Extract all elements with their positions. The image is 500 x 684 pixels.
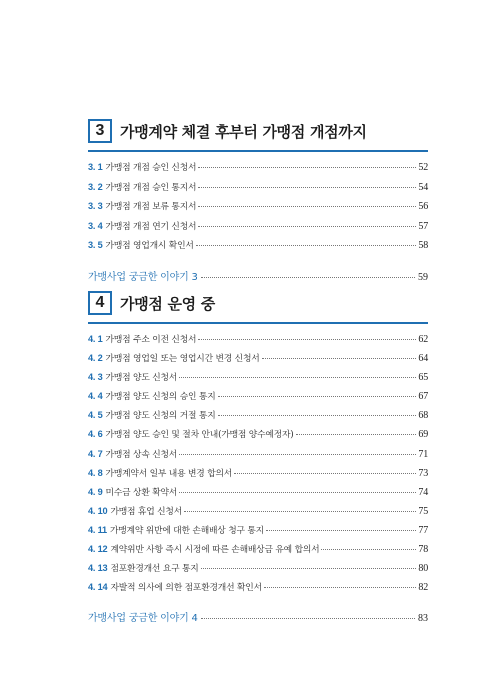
entry-title: 가맹계약 위반에 대한 손해배상 청구 통지	[109, 525, 264, 536]
toc-entry[interactable]	[88, 542, 428, 561]
entry-title: 가맹점 개점 승인 통지서	[105, 182, 197, 193]
page-number: 52	[418, 162, 428, 173]
page-number: 64	[418, 353, 428, 365]
entry-number: 4. 5	[88, 410, 103, 421]
entry-number: 4. 9	[88, 486, 103, 497]
page-number: 54	[418, 181, 428, 193]
toc-entry[interactable]	[88, 389, 428, 408]
story-title: 가맹사업 궁금한 이야기 3	[88, 271, 198, 283]
page-number: 65	[418, 372, 428, 384]
dot-leader	[198, 167, 416, 168]
toc-entry[interactable]	[88, 332, 428, 351]
page-number: 62	[418, 334, 428, 345]
dot-leader	[266, 530, 416, 531]
page-number: 83	[418, 613, 428, 625]
toc-entry[interactable]	[88, 199, 428, 219]
page-number: 59	[418, 271, 428, 283]
page-number: 74	[418, 486, 428, 498]
entry-number: 3. 5	[88, 240, 103, 251]
chapter-4-story-entry[interactable]	[88, 609, 428, 624]
entry-title: 가맹점 개점 승인 신청서	[105, 163, 197, 173]
page-number: 69	[418, 429, 428, 441]
chapter-4-title: 가맹점 운영 중	[120, 294, 215, 313]
entry-number: 4. 8	[88, 467, 103, 478]
chapter-3-entry-list	[88, 160, 428, 258]
dot-leader	[198, 226, 416, 227]
chapter-3-title: 가맹계약 체결 후부터 가맹점 개점까지	[120, 122, 367, 141]
dot-leader	[196, 245, 417, 246]
dot-leader	[198, 187, 416, 188]
page-number: 58	[418, 240, 428, 252]
entry-title: 가맹점 양도 신청의 거절 통지	[105, 411, 216, 422]
entry-title: 자발적 의사에 의한 점포환경개선 확인서	[110, 583, 262, 594]
entry-number: 4. 11	[88, 524, 107, 535]
dot-leader	[218, 396, 417, 397]
chapter-3-rule	[88, 150, 428, 152]
chapter-4-rule	[88, 322, 428, 324]
entry-title: 가맹점 상속 신청서	[105, 449, 178, 460]
entry-number: 4. 1	[88, 334, 103, 344]
entry-number: 4. 2	[88, 353, 103, 364]
entry-title: 가맹점 영업개시 확인서	[105, 241, 194, 252]
page-number: 82	[418, 582, 428, 594]
chapter-4-section	[88, 290, 428, 624]
entry-title: 계약위반 사항 즉시 시정에 따른 손해배상금 유예 합의서	[110, 545, 320, 556]
entry-number: 4. 7	[88, 448, 103, 459]
toc-entry[interactable]	[88, 427, 428, 446]
entry-number: 3. 3	[88, 201, 103, 212]
page-number: 71	[418, 448, 428, 460]
dot-leader	[321, 549, 416, 550]
toc-entry[interactable]	[88, 561, 428, 580]
chapter-4-entry-list	[88, 332, 428, 599]
story-title: 가맹사업 궁금한 이야기 4	[88, 613, 198, 625]
page-number: 73	[418, 467, 428, 479]
entry-title: 가맹점 개점 연기 신청서	[105, 221, 197, 232]
toc-entry[interactable]	[88, 219, 428, 239]
chapter-3-heading	[88, 118, 428, 144]
entry-number: 4. 4	[88, 391, 103, 402]
entry-title: 가맹점 양도 신청서	[105, 373, 178, 384]
dot-leader	[234, 473, 416, 474]
page-number: 78	[418, 544, 428, 556]
dot-leader	[201, 568, 417, 569]
page-number: 56	[418, 201, 428, 213]
dot-leader	[262, 358, 417, 359]
entry-number: 3. 1	[88, 162, 103, 172]
toc-entry[interactable]	[88, 580, 428, 599]
dot-leader	[198, 206, 416, 207]
toc-entry[interactable]	[88, 466, 428, 485]
entry-title: 가맹계약서 일부 내용 변경 합의서	[105, 468, 233, 479]
chapter-4-heading	[88, 290, 428, 316]
page-number: 80	[418, 563, 428, 575]
dot-leader	[198, 339, 416, 340]
dot-leader	[264, 587, 417, 588]
toc-entry[interactable]	[88, 160, 428, 180]
toc-entry[interactable]	[88, 351, 428, 370]
entry-title: 점포환경개선 요구 통지	[110, 564, 199, 575]
page-number: 57	[418, 220, 428, 232]
entry-number: 3. 4	[88, 220, 103, 231]
toc-entry[interactable]	[88, 523, 428, 542]
toc-entry[interactable]	[88, 238, 428, 258]
entry-number: 4. 13	[88, 563, 108, 574]
entry-title: 가맹점 양도 신청의 승인 통지	[105, 392, 216, 403]
dot-leader	[184, 511, 416, 512]
entry-title: 미수금 상환 확약서	[105, 487, 178, 498]
toc-entry[interactable]	[88, 180, 428, 200]
page-number: 75	[418, 505, 428, 517]
dot-leader	[179, 454, 416, 455]
entry-title: 가맹점 주소 이전 신청서	[105, 335, 197, 345]
toc-entry[interactable]	[88, 370, 428, 389]
page-number: 77	[418, 524, 428, 536]
page-number: 67	[418, 391, 428, 403]
entry-title: 가맹점 휴업 신청서	[110, 506, 183, 517]
toc-entry[interactable]	[88, 504, 428, 523]
dot-leader	[179, 492, 416, 493]
entry-number: 4. 12	[88, 544, 108, 555]
toc-entry[interactable]	[88, 408, 428, 427]
dot-leader	[201, 277, 415, 278]
chapter-3-story-entry[interactable]	[88, 268, 428, 283]
chapter-3-section	[88, 118, 428, 283]
toc-entry[interactable]	[88, 447, 428, 466]
entry-title: 가맹점 영업일 또는 영업시간 변경 신청서	[105, 354, 260, 365]
dot-leader	[201, 618, 415, 619]
dot-leader	[218, 415, 417, 416]
entry-title: 가맹점 개점 보류 통지서	[105, 202, 197, 213]
page-number: 68	[418, 410, 428, 422]
chapter-4-number-box: 4	[88, 291, 112, 315]
entry-number: 4. 14	[88, 582, 108, 593]
chapter-3-number-box: 3	[88, 119, 112, 143]
dot-leader	[179, 377, 416, 378]
entry-title: 가맹점 양도 승인 및 절차 안내(가맹점 양수예정자)	[105, 430, 294, 441]
entry-number: 3. 2	[88, 181, 103, 192]
toc-entry[interactable]	[88, 485, 428, 504]
entry-number: 4. 3	[88, 372, 103, 383]
dot-leader	[296, 434, 417, 435]
entry-number: 4. 10	[88, 505, 108, 516]
entry-number: 4. 6	[88, 429, 103, 440]
